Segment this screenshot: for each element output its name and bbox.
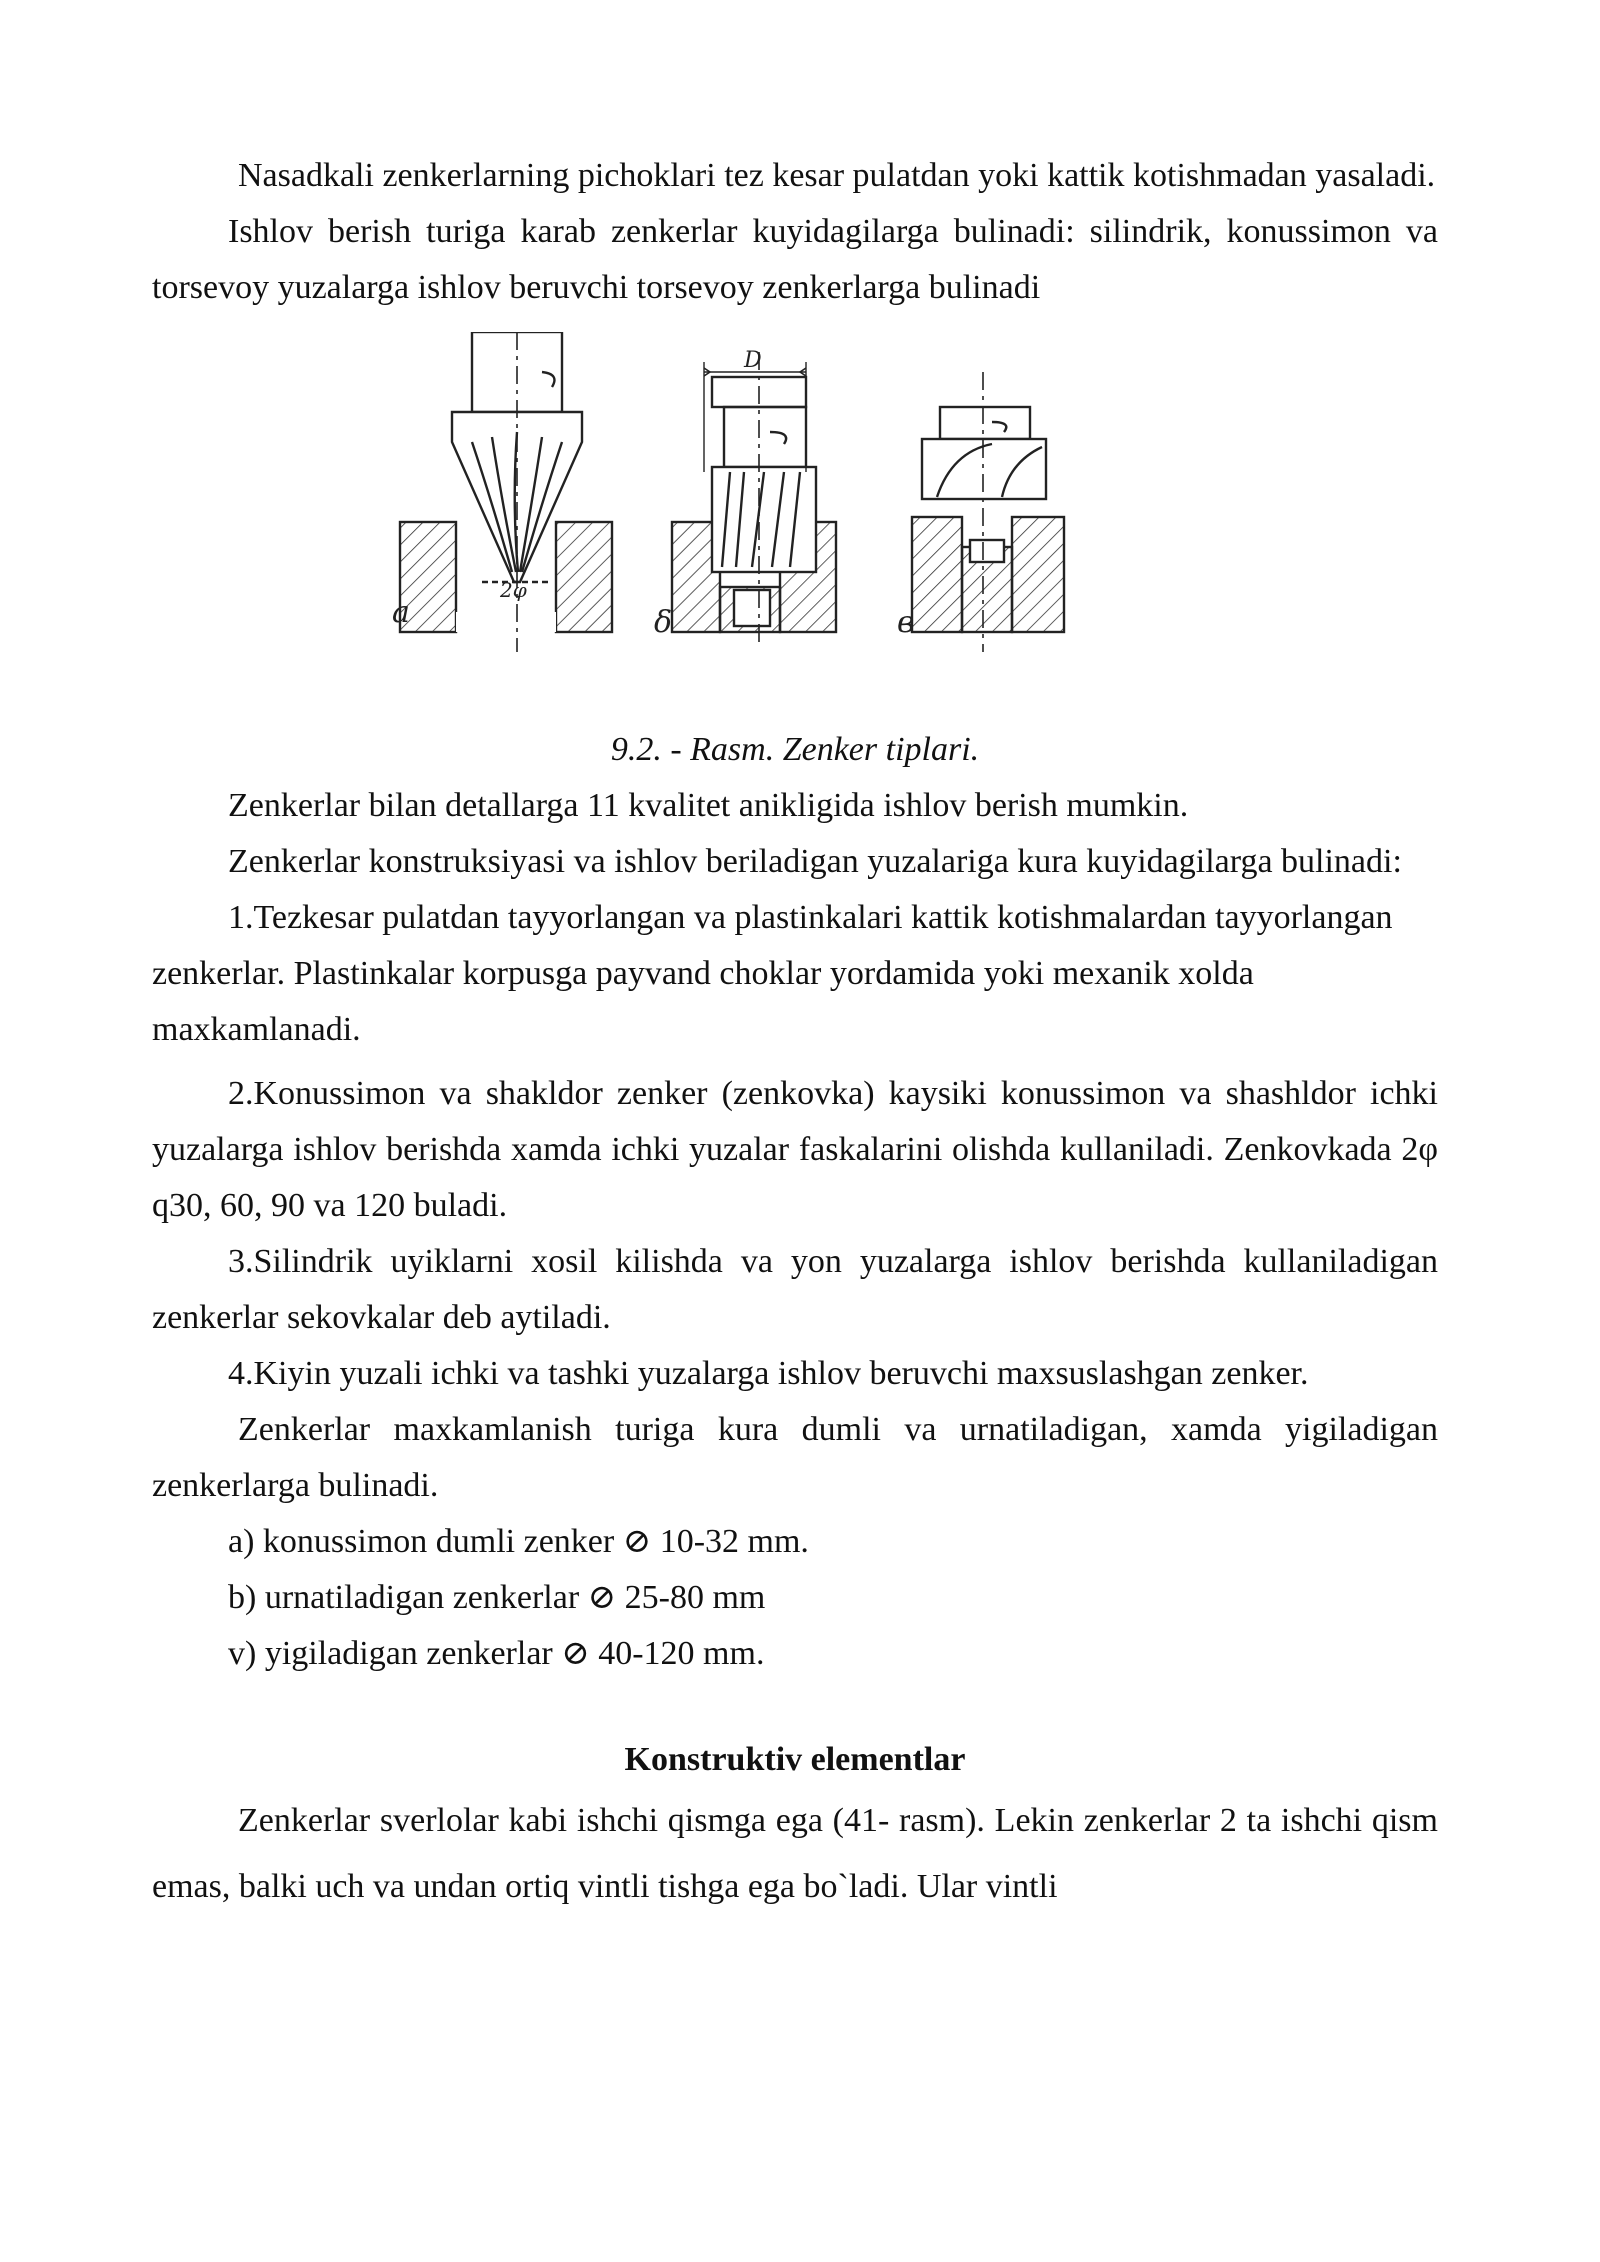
- list-item-3: 3.Silindrik uyiklarni xosil kilishda va yon yuzalarga ishlov berishda kullaniladigan zenkerlar sekovkalar deb aytiladi.: [152, 1243, 1438, 1336]
- section-heading: Konstruktiv elementlar: [624, 1741, 966, 1778]
- figure-label-a: a: [392, 595, 410, 630]
- list-item-1: 1.Tezkesar pulatdan tayyorlangan va plastinkalari kattik kotishmalardan tayyorlangan zenkerlar. Plastinkalar korpusga payvand choklar yordamida yoki mexanik xolda maxkamlanadi.: [152, 899, 1393, 1048]
- figure-label-dimension: D: [744, 348, 762, 373]
- figure-label-b: δ: [654, 605, 673, 640]
- list-item-4: 4.Kiyin yuzali ichki va tashki yuzalarga ishlov beruvchi maxsuslashgan zenker.: [228, 1355, 1309, 1392]
- list-item-b: b) urnatiladigan zenkerlar ⊘ 25-80 mm: [228, 1579, 766, 1616]
- figure-caption: 9.2. - Rasm. Zenker tiplari.: [610, 731, 980, 768]
- figure-label-angle: 2φ: [500, 578, 527, 602]
- paragraph-types: Ishlov berish turiga karab zenkerlar kuyidagilarga bulinadi: silindrik, konussimon va torsevoy yuzalarga ishlov beruvchi torsevoy zenkerlarga bulinadi: [152, 213, 1438, 306]
- zenker-a-drawing: [400, 332, 612, 652]
- list-item-v: v) yigiladigan zenkerlar ⊘ 40-120 mm.: [228, 1635, 765, 1672]
- zenker-c-drawing: [912, 372, 1064, 652]
- zenker-b-drawing: [672, 352, 836, 642]
- paragraph-accuracy: Zenkerlar bilan detallarga 11 kvalitet anikligida ishlov berish mumkin.: [228, 787, 1189, 824]
- paragraph-fastening: Zenkerlar maxkamlanish turiga kura dumli va urnatiladigan, xamda yigiladigan zenkerlarga bulinadi.: [152, 1411, 1438, 1504]
- list-item-a: a) konussimon dumli zenker ⊘ 10-32 mm.: [228, 1523, 809, 1560]
- figure-label-c: в: [897, 605, 915, 640]
- zenker-drawing: [392, 332, 1252, 722]
- paragraph-construction: Zenkerlar konstruksiyasi va ishlov beriladigan yuzalariga kura kuyidagilarga bulinadi:: [228, 843, 1402, 880]
- document-page: [152, 148, 1438, 1920]
- figure-zenker-types: [152, 332, 1438, 722]
- paragraph-elements: Zenkerlar sverlolar kabi ishchi qismga ega (41- rasm). Lekin zenkerlar 2 ta ishchi qism emas, balki uch va undan ortiq vintli tishga ega bo`ladi. Ular vintli: [152, 1802, 1438, 1905]
- list-item-2: 2.Konussimon va shakldor zenker (zenkovka) kaysiki konussimon va shashldor ichki yuzalarga ishlov berishda xamda ichki yuzalar faskalarini olishda kullaniladi. Zenkovkada 2φ q30, 60, 90 va 120 buladi.: [152, 1075, 1438, 1224]
- paragraph-intro: Nasadkali zenkerlarning pichoklari tez kesar pulatdan yoki kattik kotishmadan yasaladi.: [238, 157, 1436, 194]
